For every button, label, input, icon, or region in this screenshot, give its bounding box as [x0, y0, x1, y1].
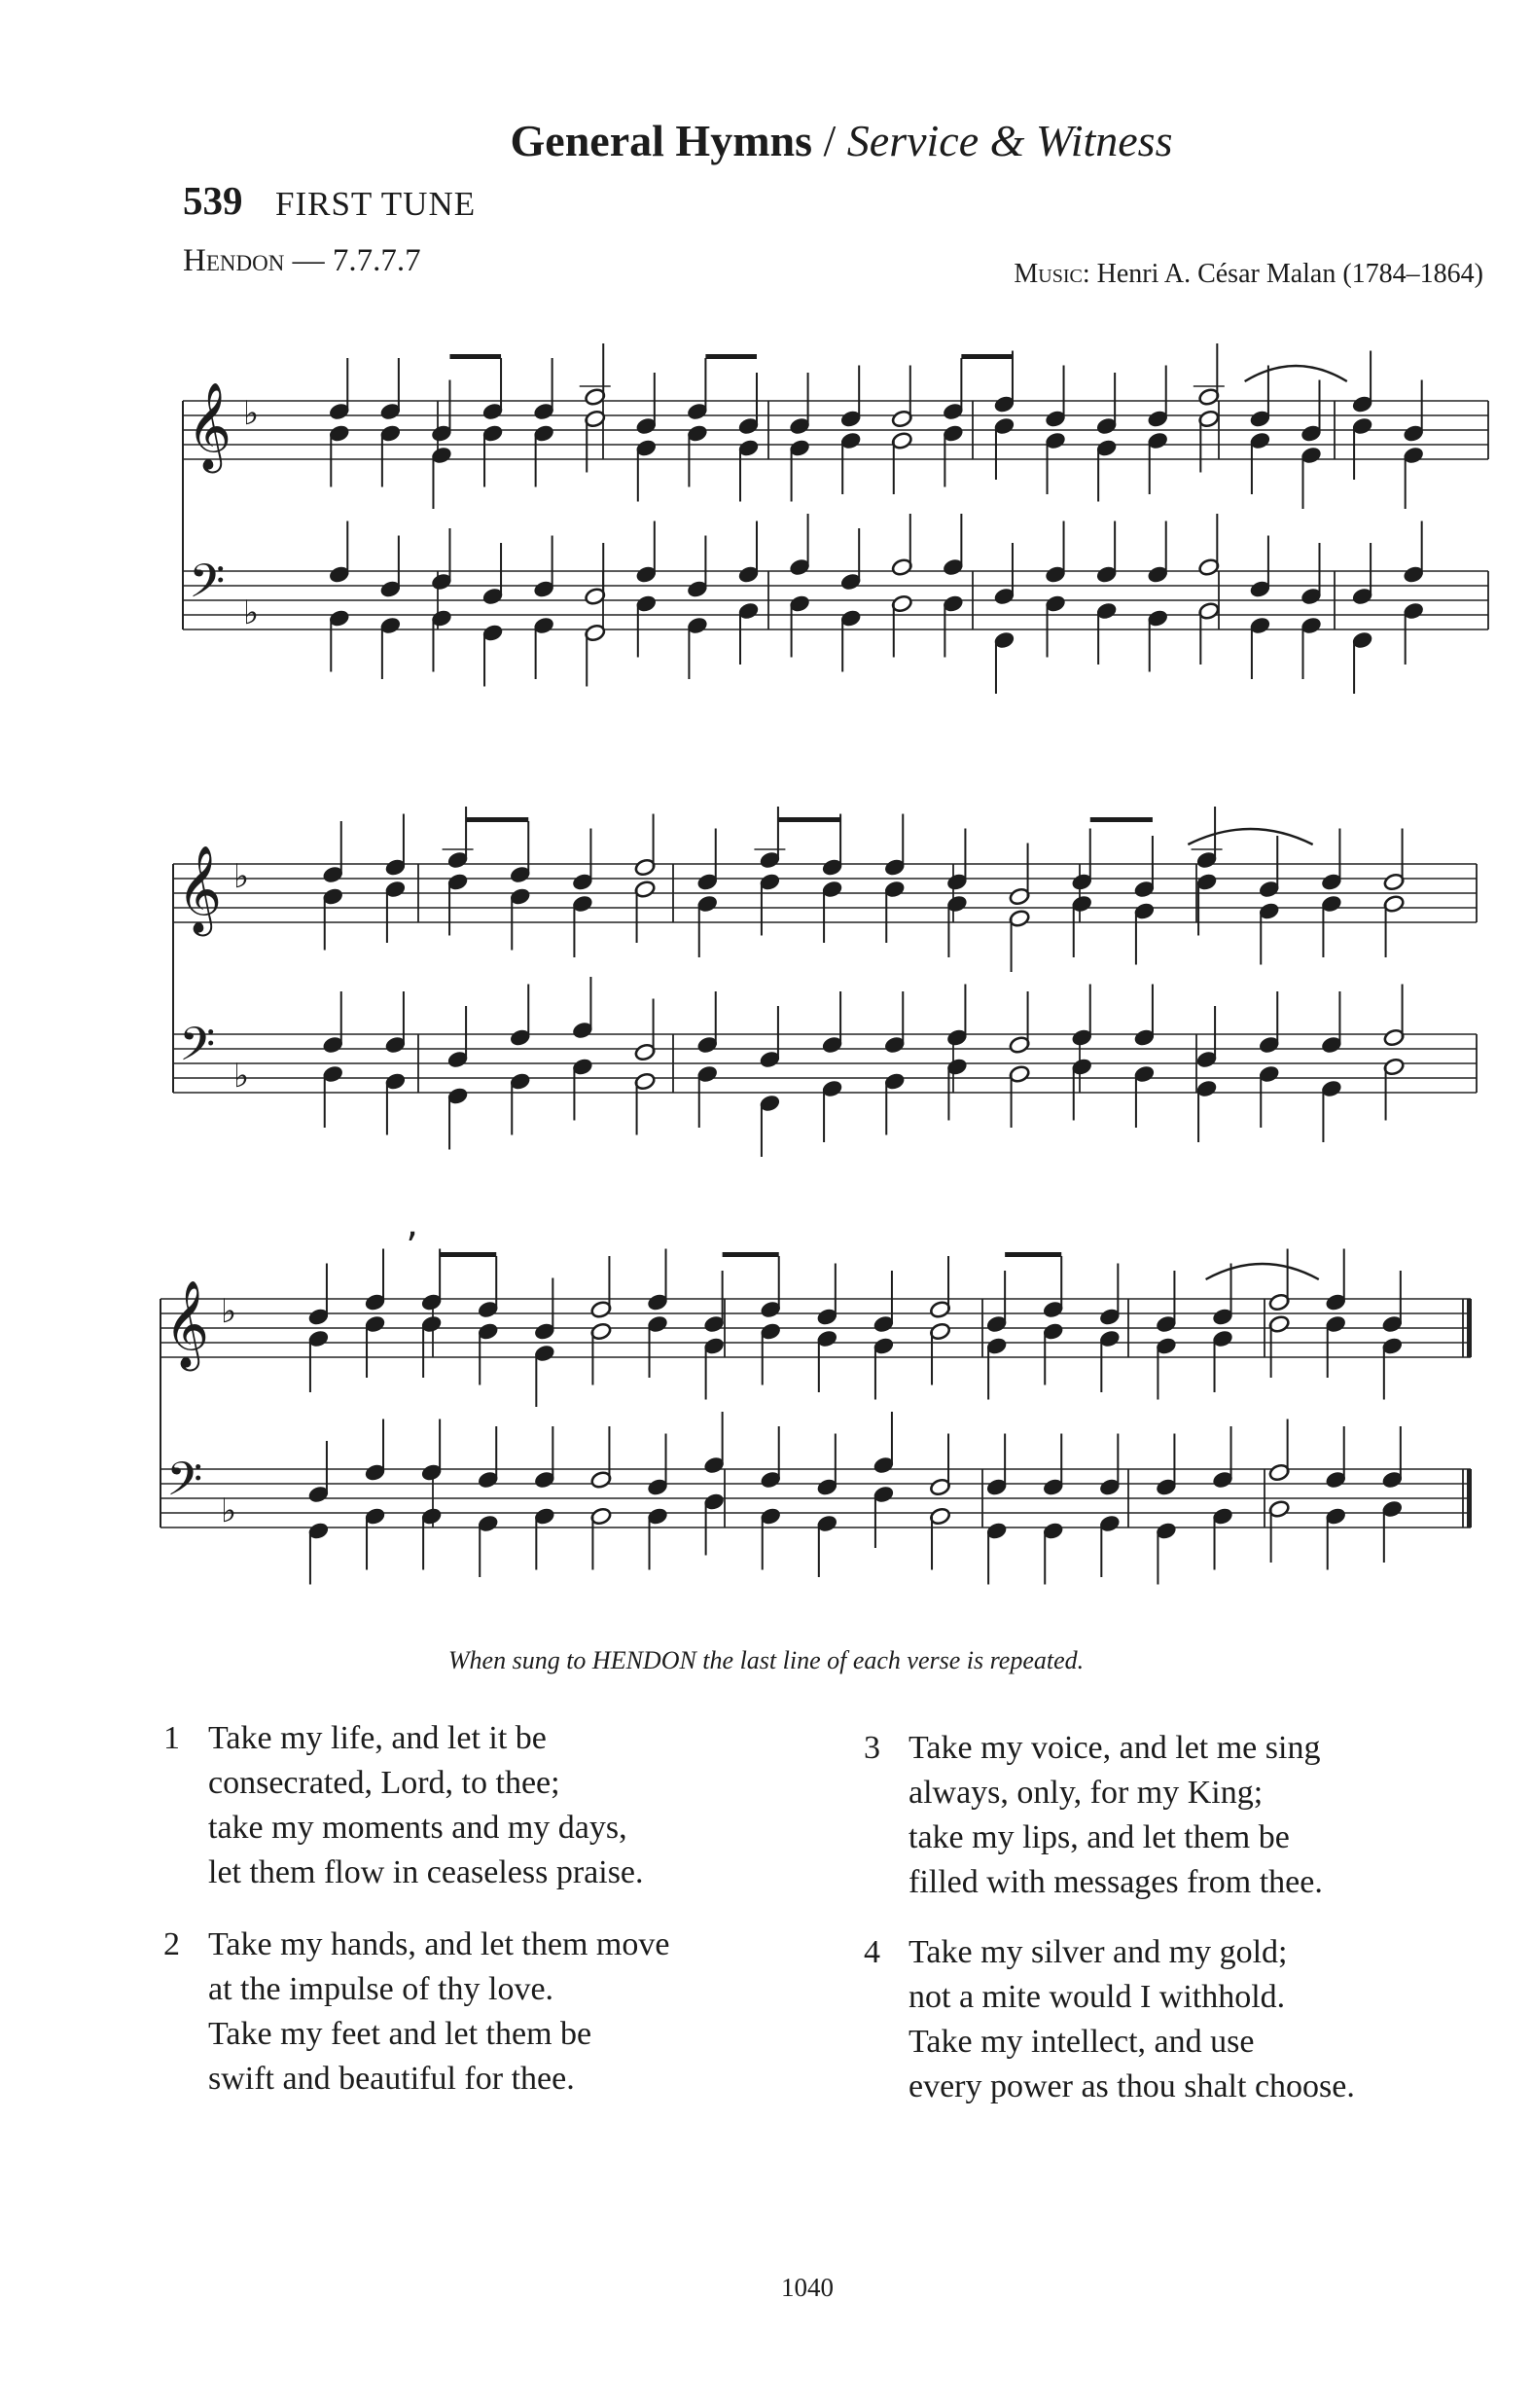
key-signature-flat: ♭ — [243, 593, 260, 632]
key-signature-flat: ♭ — [243, 394, 260, 433]
verse-number: 2 — [163, 1926, 180, 1962]
verse-number: 1 — [163, 1720, 180, 1756]
verse-line: Take my voice, and let me sing — [909, 1730, 1321, 1766]
beam — [1005, 1252, 1061, 1257]
verse-line: at the impulse of thy love. — [208, 1971, 554, 2007]
hymn-number: 539 — [183, 178, 243, 223]
composer: Henri A. César Malan (1784–1864) — [1089, 259, 1483, 289]
verse-line: always, only, for my King; — [909, 1775, 1264, 1811]
verse-3 — [864, 1726, 1323, 1905]
section-separator: / — [812, 116, 847, 165]
beam — [440, 1252, 496, 1257]
verse-line: take my lips, and let them be — [909, 1819, 1290, 1855]
breath-mark: ’ — [406, 1225, 418, 1270]
key-signature-flat: ♭ — [221, 1492, 237, 1530]
key-signature-flat: ♭ — [233, 857, 250, 896]
beam — [723, 1252, 779, 1257]
verse-line: consecrated, Lord, to thee; — [208, 1765, 560, 1801]
section-title-main: General Hymns — [510, 116, 812, 165]
verse-4 — [864, 1930, 1355, 2109]
verse-line: Take my hands, and let them move — [208, 1926, 670, 1962]
final-barline-thick — [1467, 1469, 1472, 1527]
verse-1 — [163, 1716, 644, 1895]
verse-line: take my moments and my days, — [208, 1810, 627, 1846]
verse-line: Take my silver and my gold; — [909, 1934, 1288, 1970]
section-subtitle: Service & Witness — [846, 116, 1173, 165]
final-barline-thick — [1467, 1299, 1472, 1357]
verse-line: Take my feet and let them be — [208, 2016, 592, 2052]
treble-clef: 𝄞 — [187, 382, 232, 470]
verse-line: Take my life, and let it be — [208, 1720, 547, 1756]
verse-line: swift and beautiful for thee. — [208, 2061, 575, 2097]
repeat-note: When sung to HENDON the last line of each verse is repeated. — [447, 1646, 1085, 1674]
page-number: 1040 — [781, 2273, 834, 2302]
verse-number: 3 — [864, 1730, 880, 1766]
music-label: Music: — [1014, 259, 1090, 289]
treble-clef: 𝄞 — [164, 1280, 210, 1368]
bass-clef: 𝄢 — [189, 554, 226, 620]
tune-label: FIRST TUNE — [275, 185, 477, 223]
verse-line: not a mite would I withhold. — [909, 1979, 1286, 2015]
meter: — 7.7.7.7 — [284, 243, 421, 278]
verse-line: every power as thou shalt choose. — [909, 2068, 1355, 2104]
verse-line: let them flow in ceaseless praise. — [208, 1854, 644, 1890]
verse-number: 4 — [864, 1934, 880, 1970]
verse-line: Take my intellect, and use — [909, 2024, 1255, 2060]
treble-clef: 𝄞 — [177, 845, 223, 933]
key-signature-flat: ♭ — [233, 1057, 250, 1096]
verse-2 — [163, 1923, 670, 2102]
key-signature-flat: ♭ — [221, 1292, 237, 1331]
bass-clef: 𝄢 — [166, 1452, 203, 1518]
slur — [1206, 1264, 1319, 1279]
bass-clef: 𝄢 — [179, 1017, 216, 1083]
tune-name: Hendon — [183, 243, 285, 278]
verse-line: filled with messages from thee. — [909, 1864, 1323, 1900]
